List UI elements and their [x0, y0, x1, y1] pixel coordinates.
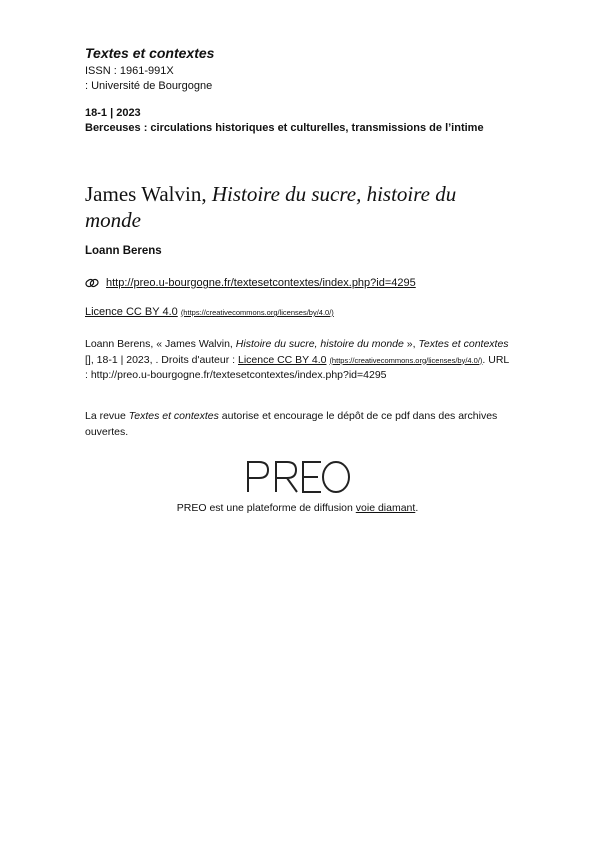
license-url[interactable]: (https://creativecommons.org/licenses/by/4.0/) — [180, 308, 334, 317]
deposit-notice: La revue Textes et contextes autorise et encourage le dépôt de ce pdf dans des archives ouvertes. — [85, 410, 498, 438]
voie-diamant-link[interactable]: voie diamant — [355, 502, 416, 514]
title-author: James Walvin, — [85, 182, 212, 206]
author-name: Loann Berens — [85, 245, 162, 257]
article-title — [85, 181, 515, 233]
preo-logo — [245, 459, 351, 495]
title-book: Histoire du sucre, histoire du monde — [85, 182, 457, 232]
permalink[interactable]: http://preo.u-bourgogne.fr/textesetcontextes/index.php?id=4295 — [106, 277, 416, 289]
citation-license-url[interactable]: (https://creativecommons.org/licenses/by/4.0/) — [329, 355, 483, 365]
platform-note: PREO est une plateforme de diffusion voie diamant. — [176, 502, 419, 514]
citation-license-link[interactable]: Licence CC BY 4.0 — [237, 353, 327, 366]
permalink-row — [85, 277, 416, 289]
issn: ISSN : 1961-991X — [85, 65, 174, 77]
license-row — [85, 306, 334, 318]
issue-number: 18-1 | 2023 — [85, 107, 141, 119]
journal-title: Textes et contextes — [85, 45, 215, 61]
license-link[interactable]: Licence CC BY 4.0 — [85, 306, 178, 318]
citation: Loann Berens, « James Walvin, Histoire du sucre, histoire du monde », Textes et contextes [], 18-1 | 2023, . Droits d'auteur : Licence CC BY 4.0 (https://creativecommons.org/licenses/by/4.0/). URL : http://preo.u-bourgogne.fr/textesetcontextes/index.php?id=4295 — [85, 338, 509, 381]
link-icon — [85, 277, 99, 289]
issue-theme: Berceuses : circulations historiques et culturelles, transmissions de l’intime — [85, 122, 484, 134]
publisher: : Université de Bourgogne — [85, 80, 213, 92]
